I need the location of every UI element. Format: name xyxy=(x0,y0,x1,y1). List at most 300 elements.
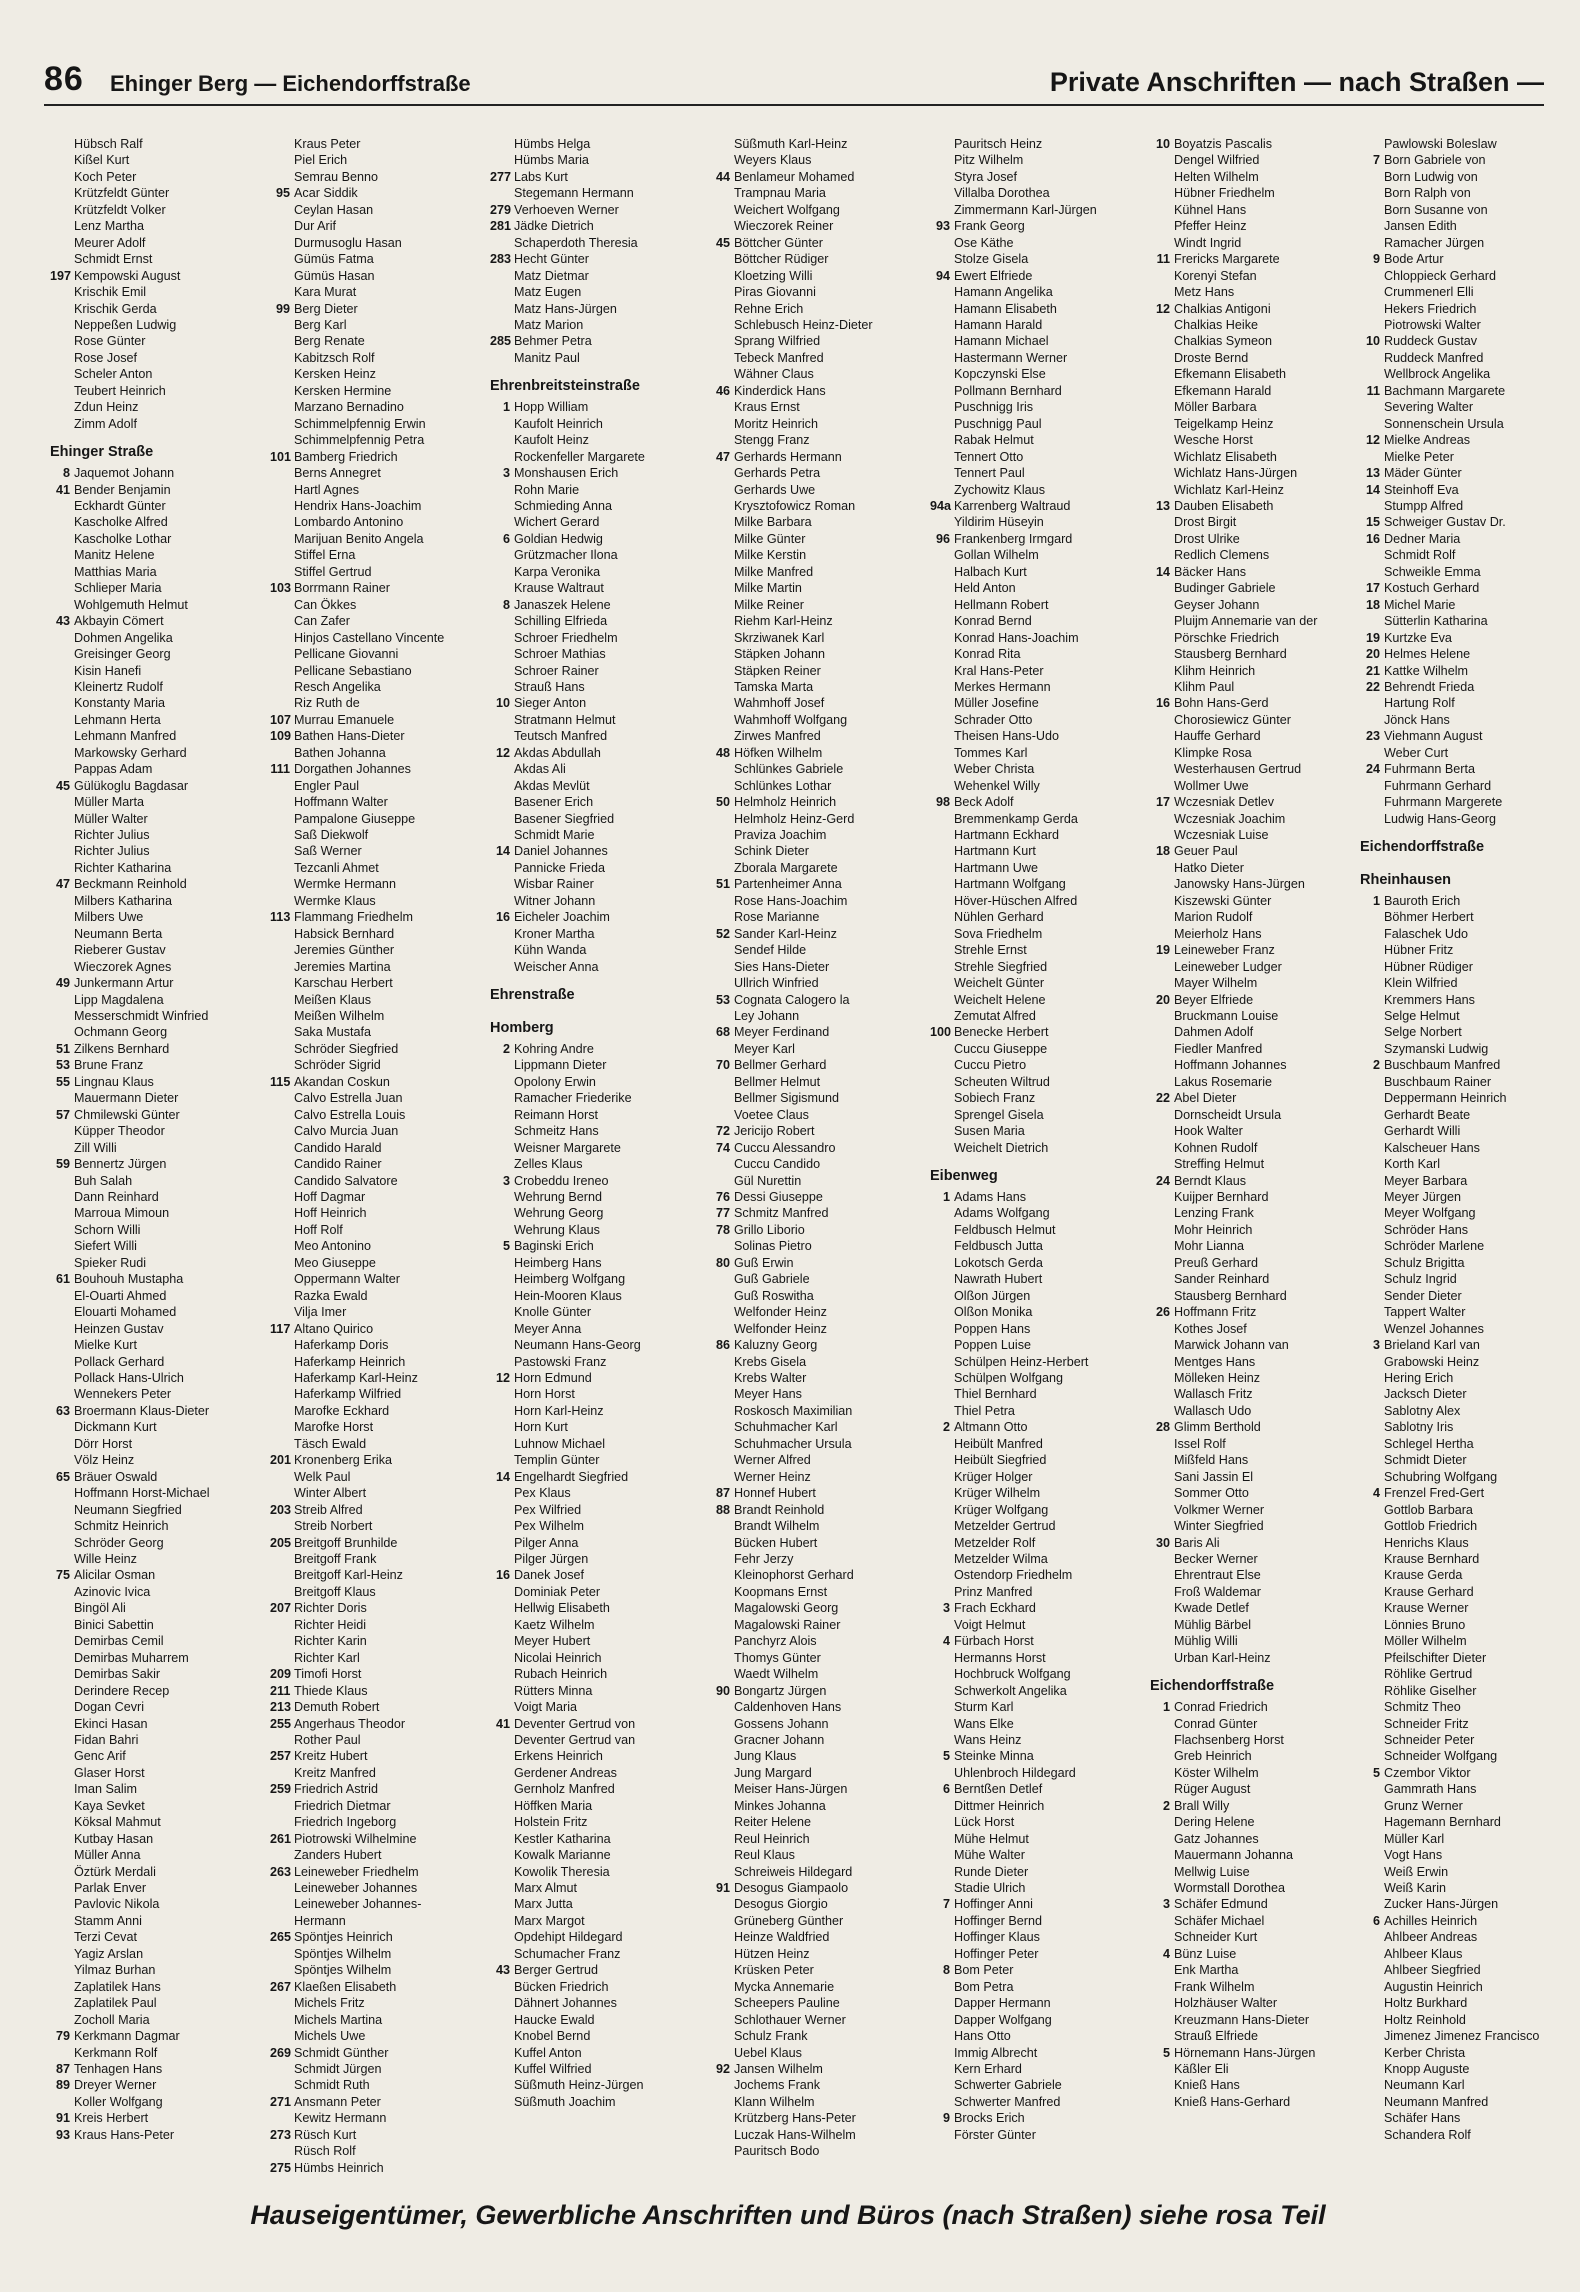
directory-entry xyxy=(710,1617,930,1633)
resident-name: Streib Norbert xyxy=(294,1519,373,1534)
directory-entry xyxy=(1360,169,1580,185)
resident-name: Zocholl Maria xyxy=(74,2012,150,2027)
directory-entry xyxy=(930,926,1150,942)
directory-entry xyxy=(1360,202,1580,218)
directory-entry xyxy=(490,1617,710,1633)
directory-entry xyxy=(270,975,490,991)
resident-name: Augustin Heinrich xyxy=(1384,1979,1483,1994)
directory-entry xyxy=(1150,1913,1370,1929)
resident-name: Mühlig Bärbel xyxy=(1174,1617,1252,1632)
directory-entry xyxy=(930,1205,1150,1221)
resident-name: Reiter Helene xyxy=(734,1815,812,1830)
house-number: 52 xyxy=(715,926,730,941)
resident-name: Hermanns Horst xyxy=(954,1650,1046,1665)
resident-name: Wisbar Rainer xyxy=(514,877,594,892)
resident-name: Horn Kurt xyxy=(514,1420,568,1435)
resident-name: Heinzen Gustav xyxy=(74,1321,164,1336)
directory-entry xyxy=(710,465,930,481)
resident-name: Desogus Giorgio xyxy=(734,1897,828,1912)
directory-entry xyxy=(1150,432,1370,448)
directory-entry xyxy=(50,1074,270,1090)
resident-name: Schorn Willi xyxy=(74,1222,141,1237)
resident-name: Cuccu Alessandro xyxy=(734,1140,836,1155)
resident-name: Schuhmacher Karl xyxy=(734,1420,838,1435)
resident-name: Käßler Eli xyxy=(1174,2062,1229,2077)
resident-name: Neumann Berta xyxy=(74,926,163,941)
resident-name: Matthias Maria xyxy=(74,564,157,579)
resident-name: Wieczorek Reiner xyxy=(734,219,834,234)
resident-name: Streib Alfred xyxy=(294,1502,363,1517)
directory-entry xyxy=(270,1929,490,1945)
resident-name: Milke Barbara xyxy=(734,515,812,530)
resident-name: Cuccu Pietro xyxy=(954,1058,1027,1073)
directory-entry xyxy=(710,1979,930,1995)
resident-name: Zucker Hans-Jürgen xyxy=(1384,1897,1499,1912)
directory-entry xyxy=(1360,1436,1580,1452)
directory-entry xyxy=(50,1584,270,1600)
house-number: 93 xyxy=(55,2127,70,2142)
resident-name: Koller Wolfgang xyxy=(74,2094,163,2109)
directory-entry xyxy=(270,185,490,201)
directory-entry xyxy=(1360,679,1580,695)
directory-entry xyxy=(930,268,1150,284)
directory-entry xyxy=(270,2094,490,2110)
resident-name: Sprengel Gisela xyxy=(954,1107,1044,1122)
resident-name: Crobeddu Ireneo xyxy=(514,1173,609,1188)
directory-entry xyxy=(270,1074,490,1090)
resident-name: Jönck Hans xyxy=(1384,712,1450,727)
resident-name: Danek Josef xyxy=(514,1568,585,1583)
directory-entry xyxy=(1150,1716,1370,1732)
directory-entry xyxy=(270,1271,490,1287)
directory-entry xyxy=(490,333,710,349)
directory-entry xyxy=(50,1156,270,1172)
directory-entry xyxy=(490,761,710,777)
directory-entry xyxy=(270,1600,490,1616)
directory-entry xyxy=(1360,597,1580,613)
house-number: 5 xyxy=(1162,2045,1170,2060)
resident-name: Michels Fritz xyxy=(294,1996,365,2011)
resident-name: Erkens Heinrich xyxy=(514,1749,603,1764)
resident-name: Siefert Willi xyxy=(74,1239,137,1254)
directory-entry xyxy=(1150,761,1370,777)
resident-name: Müller Walter xyxy=(74,811,148,826)
directory-entry xyxy=(1360,630,1580,646)
house-number: 3 xyxy=(502,1173,510,1188)
resident-name: Metzelder Wilma xyxy=(954,1551,1048,1566)
resident-name: Karschau Herbert xyxy=(294,976,393,991)
directory-entry xyxy=(1150,1008,1370,1024)
resident-name: Krause Gerhard xyxy=(1384,1584,1474,1599)
house-number: 267 xyxy=(270,1979,292,1994)
directory-entry xyxy=(930,1288,1150,1304)
resident-name: Mellwig Luise xyxy=(1174,1864,1250,1879)
resident-name: Schmidt Ruth xyxy=(294,2078,370,2093)
resident-name: Bom Petra xyxy=(954,1979,1014,1994)
resident-name: Gerhards Petra xyxy=(734,466,821,481)
directory-entry xyxy=(270,613,490,629)
resident-name: Fürbach Horst xyxy=(954,1634,1034,1649)
directory-entry xyxy=(490,1716,710,1732)
resident-name: Marion Rudolf xyxy=(1174,910,1253,925)
directory-entry xyxy=(270,827,490,843)
resident-name: Krause Gerda xyxy=(1384,1568,1463,1583)
directory-entry xyxy=(270,202,490,218)
resident-name: Tennert Otto xyxy=(954,449,1024,464)
directory-entry xyxy=(930,695,1150,711)
directory-entry xyxy=(930,1189,1150,1205)
directory-entry xyxy=(490,1419,710,1435)
resident-name: Rieberer Gustav xyxy=(74,943,166,958)
directory-entry xyxy=(710,2143,930,2159)
directory-entry xyxy=(50,2077,270,2093)
resident-name: Kühn Wanda xyxy=(514,943,587,958)
directory-entry xyxy=(270,728,490,744)
resident-name: Candido Rainer xyxy=(294,1157,382,1172)
resident-name: Zaplatilek Paul xyxy=(74,1996,157,2011)
directory-entry xyxy=(1360,745,1580,761)
directory-entry xyxy=(710,432,930,448)
house-number: 13 xyxy=(1155,498,1170,513)
directory-entry xyxy=(1150,1140,1370,1156)
resident-name: Wormstall Dorothea xyxy=(1174,1881,1286,1896)
resident-name: Korth Karl xyxy=(1384,1157,1440,1172)
resident-name: Knolle Günter xyxy=(514,1305,592,1320)
directory-entry xyxy=(50,218,270,234)
resident-name: Karpa Veronika xyxy=(514,564,601,579)
resident-name: Buschbaum Manfred xyxy=(1384,1058,1501,1073)
resident-name: Holtz Burkhard xyxy=(1384,1996,1468,2011)
resident-name: Krischik Emil xyxy=(74,285,147,300)
directory-entry xyxy=(1360,1189,1580,1205)
directory-entry xyxy=(930,1535,1150,1551)
house-number: 6 xyxy=(942,1782,950,1797)
resident-name: Solinas Pietro xyxy=(734,1239,812,1254)
resident-name: Krützfeldt Günter xyxy=(74,186,170,201)
resident-name: Hekers Friedrich xyxy=(1384,301,1477,316)
resident-name: Conrad Friedrich xyxy=(1174,1700,1268,1715)
directory-entry xyxy=(490,2094,710,2110)
resident-name: Bellmer Gerhard xyxy=(734,1058,827,1073)
directory-entry xyxy=(50,185,270,201)
directory-entry xyxy=(1150,1288,1370,1304)
directory-entry xyxy=(930,1781,1150,1797)
resident-name: Kuffel Anton xyxy=(514,2045,582,2060)
resident-name: Berg Dieter xyxy=(294,301,358,316)
resident-name: Conrad Günter xyxy=(1174,1716,1258,1731)
directory-entry xyxy=(490,449,710,465)
directory-entry xyxy=(1150,498,1370,514)
resident-name: Kaluzny Georg xyxy=(734,1338,818,1353)
directory-entry xyxy=(270,1584,490,1600)
directory-entry xyxy=(930,1880,1150,1896)
resident-name: Sieger Anton xyxy=(514,696,587,711)
directory-entry xyxy=(1360,1140,1580,1156)
directory-entry xyxy=(270,580,490,596)
resident-name: Schlünkes Lothar xyxy=(734,778,832,793)
resident-name: Vogt Hans xyxy=(1384,1848,1443,1863)
resident-name: Strauß Hans xyxy=(514,679,585,694)
resident-name: Meurer Adolf xyxy=(74,235,146,250)
directory-entry xyxy=(270,350,490,366)
resident-name: Rabak Helmut xyxy=(954,433,1034,448)
resident-name: Helmes Helene xyxy=(1384,647,1471,662)
directory-entry xyxy=(930,366,1150,382)
directory-entry xyxy=(490,1140,710,1156)
directory-entry xyxy=(270,1864,490,1880)
resident-name: Voetee Claus xyxy=(734,1107,809,1122)
directory-entry xyxy=(1150,1814,1370,1830)
resident-name: Gerhardt Willi xyxy=(1384,1124,1461,1139)
directory-entry xyxy=(1150,268,1370,284)
street-heading: Eichendorffstraße xyxy=(1150,1678,1275,1695)
directory-entry xyxy=(930,317,1150,333)
directory-entry xyxy=(1360,761,1580,777)
resident-name: Haferkamp Doris xyxy=(294,1338,389,1353)
resident-name: Sablotny Iris xyxy=(1384,1420,1454,1435)
resident-name: Budinger Gabriele xyxy=(1174,581,1276,596)
directory-entry xyxy=(270,1452,490,1468)
resident-name: Röhlike Giselher xyxy=(1384,1683,1477,1698)
directory-entry xyxy=(710,169,930,185)
directory-entry xyxy=(1150,482,1370,498)
resident-name: Stäpken Johann xyxy=(734,647,826,662)
resident-name: Meyer Karl xyxy=(734,1041,795,1056)
resident-name: Akdas Mevlüt xyxy=(514,778,590,793)
directory-entry xyxy=(930,383,1150,399)
directory-entry xyxy=(710,1403,930,1419)
directory-entry xyxy=(710,1995,930,2011)
resident-name: Weber Curt xyxy=(1384,745,1449,760)
directory-entry xyxy=(50,926,270,942)
directory-entry xyxy=(1150,745,1370,761)
directory-entry xyxy=(930,761,1150,777)
resident-name: Kaetz Wilhelm xyxy=(514,1617,595,1632)
directory-entry xyxy=(1150,2094,1370,2110)
house-number: 273 xyxy=(270,2127,292,2142)
resident-name: Pilger Anna xyxy=(514,1535,579,1550)
directory-entry xyxy=(1360,1419,1580,1435)
resident-name: Spieker Rudi xyxy=(74,1255,147,1270)
directory-entry xyxy=(50,2045,270,2061)
resident-name: Meißen Wilhelm xyxy=(294,1009,385,1024)
resident-name: Mielke Andreas xyxy=(1384,433,1471,448)
resident-name: Bathen Johanna xyxy=(294,745,386,760)
directory-entry xyxy=(490,1222,710,1238)
district-heading: Rheinhausen xyxy=(1360,871,1452,888)
resident-name: Meyer Jürgen xyxy=(1384,1190,1461,1204)
directory-entry xyxy=(1360,465,1580,481)
directory-entry xyxy=(490,1238,710,1254)
directory-entry xyxy=(1360,1847,1580,1863)
resident-name: Preuß Gerhard xyxy=(1174,1255,1258,1270)
resident-name: Dornscheidt Ursula xyxy=(1174,1107,1282,1122)
resident-name: Richter Karin xyxy=(294,1634,367,1649)
directory-entry xyxy=(490,1518,710,1534)
directory-entry xyxy=(1360,794,1580,810)
resident-name: Selge Norbert xyxy=(1384,1025,1462,1040)
resident-name: Rüsch Rolf xyxy=(294,2144,356,2159)
house-number: 261 xyxy=(270,1831,292,1846)
house-number: 16 xyxy=(1365,531,1380,546)
resident-name: Beckmann Reinhold xyxy=(74,877,187,892)
directory-entry xyxy=(1150,1304,1370,1320)
directory-entry xyxy=(1150,876,1370,892)
resident-name: Born Ralph von xyxy=(1384,186,1471,201)
directory-entry xyxy=(1360,2077,1580,2093)
house-number: 103 xyxy=(270,581,292,596)
directory-entry xyxy=(1360,317,1580,333)
directory-entry xyxy=(710,333,930,349)
resident-name: Hartl Agnes xyxy=(294,482,360,497)
directory-column xyxy=(1150,136,1370,2110)
directory-entry xyxy=(270,1222,490,1238)
directory-entry xyxy=(710,1781,930,1797)
directory-entry xyxy=(710,1386,930,1402)
directory-entry xyxy=(270,1189,490,1205)
resident-name: Frank Georg xyxy=(954,219,1025,234)
resident-name: Piel Erich xyxy=(294,153,348,168)
resident-name: Öztürk Merdali xyxy=(74,1864,156,1879)
resident-name: Jaquemot Johann xyxy=(74,466,175,481)
resident-name: Efkemann Elisabeth xyxy=(1174,367,1287,382)
resident-name: Bücken Friedrich xyxy=(514,1979,609,1994)
directory-entry xyxy=(710,761,930,777)
directory-entry xyxy=(1150,959,1370,975)
house-number: 5 xyxy=(942,1749,950,1764)
directory-entry xyxy=(490,663,710,679)
resident-name: Gatz Johannes xyxy=(1174,1831,1259,1846)
directory-entry xyxy=(270,251,490,267)
directory-entry xyxy=(50,843,270,859)
resident-name: Rehne Erich xyxy=(734,301,804,316)
resident-name: Urban Karl-Heinz xyxy=(1174,1650,1271,1665)
resident-name: Berger Gertrud xyxy=(514,1963,598,1978)
directory-entry xyxy=(1150,1880,1370,1896)
directory-entry xyxy=(50,498,270,514)
directory-entry xyxy=(490,564,710,580)
directory-entry xyxy=(710,1798,930,1814)
resident-name: Strehle Siegfried xyxy=(954,959,1048,974)
directory-entry xyxy=(710,1535,930,1551)
directory-entry xyxy=(490,1732,710,1748)
directory-entry xyxy=(1360,482,1580,498)
directory-entry xyxy=(490,860,710,876)
directory-entry xyxy=(1150,383,1370,399)
directory-entry xyxy=(270,2061,490,2077)
directory-entry xyxy=(490,284,710,300)
house-number: 16 xyxy=(495,910,510,925)
directory-entry xyxy=(50,794,270,810)
directory-entry xyxy=(1150,712,1370,728)
directory-column xyxy=(490,136,710,2110)
resident-name: Riehm Karl-Heinz xyxy=(734,614,833,629)
directory-entry xyxy=(710,1304,930,1320)
directory-entry xyxy=(1360,1024,1580,1040)
directory-entry xyxy=(1360,1337,1580,1353)
house-number: 47 xyxy=(715,449,730,464)
directory-entry xyxy=(1150,1321,1370,1337)
directory-entry xyxy=(1360,333,1580,349)
directory-entry xyxy=(1150,1238,1370,1254)
resident-name: Henrichs Klaus xyxy=(1384,1535,1469,1550)
house-number: 93 xyxy=(935,219,950,234)
resident-name: Markowsky Gerhard xyxy=(74,745,187,760)
directory-entry xyxy=(930,1748,1150,1764)
resident-name: Sturm Karl xyxy=(954,1700,1014,1715)
resident-name: Frank Wilhelm xyxy=(1174,1979,1255,1994)
resident-name: Michels Martina xyxy=(294,2012,383,2027)
resident-name: Pluijm Annemarie van der xyxy=(1174,614,1318,629)
resident-name: Labs Kurt xyxy=(514,169,568,184)
directory-entry xyxy=(930,975,1150,991)
directory-entry xyxy=(710,597,930,613)
resident-name: Stengg Franz xyxy=(734,433,810,448)
house-number: 44 xyxy=(715,169,730,184)
resident-name: Bremmenkamp Gerda xyxy=(954,811,1078,826)
resident-name: Trampnau Maria xyxy=(734,186,826,201)
resident-name: Skrziwanek Karl xyxy=(734,630,825,645)
resident-name: Meierholz Hans xyxy=(1174,926,1262,941)
house-number: 211 xyxy=(270,1683,291,1698)
resident-name: Bom Peter xyxy=(954,1963,1014,1978)
directory-entry xyxy=(270,1650,490,1666)
resident-name: Rohn Marie xyxy=(514,482,580,497)
directory-entry xyxy=(490,317,710,333)
resident-name: Hoffinger Peter xyxy=(954,1946,1039,1961)
directory-entry xyxy=(710,1600,930,1616)
resident-name: Altmann Otto xyxy=(954,1420,1028,1435)
resident-name: Demirbas Muharrem xyxy=(74,1650,189,1665)
directory-entry xyxy=(50,646,270,662)
resident-name: Milke Günter xyxy=(734,531,806,546)
directory-entry xyxy=(50,745,270,761)
directory-entry xyxy=(50,761,270,777)
resident-name: Baris Ali xyxy=(1174,1535,1220,1550)
directory-entry xyxy=(1150,1403,1370,1419)
resident-name: Benlameur Mohamed xyxy=(734,169,855,184)
directory-entry xyxy=(1150,399,1370,415)
directory-entry xyxy=(930,942,1150,958)
directory-entry xyxy=(1150,185,1370,201)
resident-name: Weisner Margarete xyxy=(514,1140,621,1155)
resident-name: Schneider Wolfgang xyxy=(1384,1749,1498,1764)
resident-name: Metzelder Rolf xyxy=(954,1535,1036,1550)
resident-name: Klihm Heinrich xyxy=(1174,663,1256,678)
house-number: 283 xyxy=(490,252,512,267)
resident-name: Viehmann August xyxy=(1384,729,1483,744)
directory-entry xyxy=(490,580,710,596)
resident-name: Pappas Adam xyxy=(74,762,153,777)
resident-name: Resch Angelika xyxy=(294,679,381,694)
resident-name: Knopp Auguste xyxy=(1384,2062,1470,2077)
resident-name: Krysztofowicz Roman xyxy=(734,498,856,513)
directory-entry xyxy=(710,1502,930,1518)
house-number: 6 xyxy=(502,531,510,546)
resident-name: Krüger Wilhelm xyxy=(954,1486,1041,1501)
resident-name: Kreis Herbert xyxy=(74,2111,149,2126)
directory-entry xyxy=(1150,1452,1370,1468)
resident-name: Meiser Hans-Jürgen xyxy=(734,1782,848,1797)
directory-entry xyxy=(50,2012,270,2028)
house-number: 107 xyxy=(270,712,292,727)
directory-entry xyxy=(1150,1123,1370,1139)
directory-entry xyxy=(1360,1452,1580,1468)
resident-name: Kraus Hans-Peter xyxy=(74,2127,175,2142)
directory-entry xyxy=(50,1024,270,1040)
resident-name: Ramacher Jürgen xyxy=(1384,235,1485,250)
directory-entry xyxy=(50,1238,270,1254)
